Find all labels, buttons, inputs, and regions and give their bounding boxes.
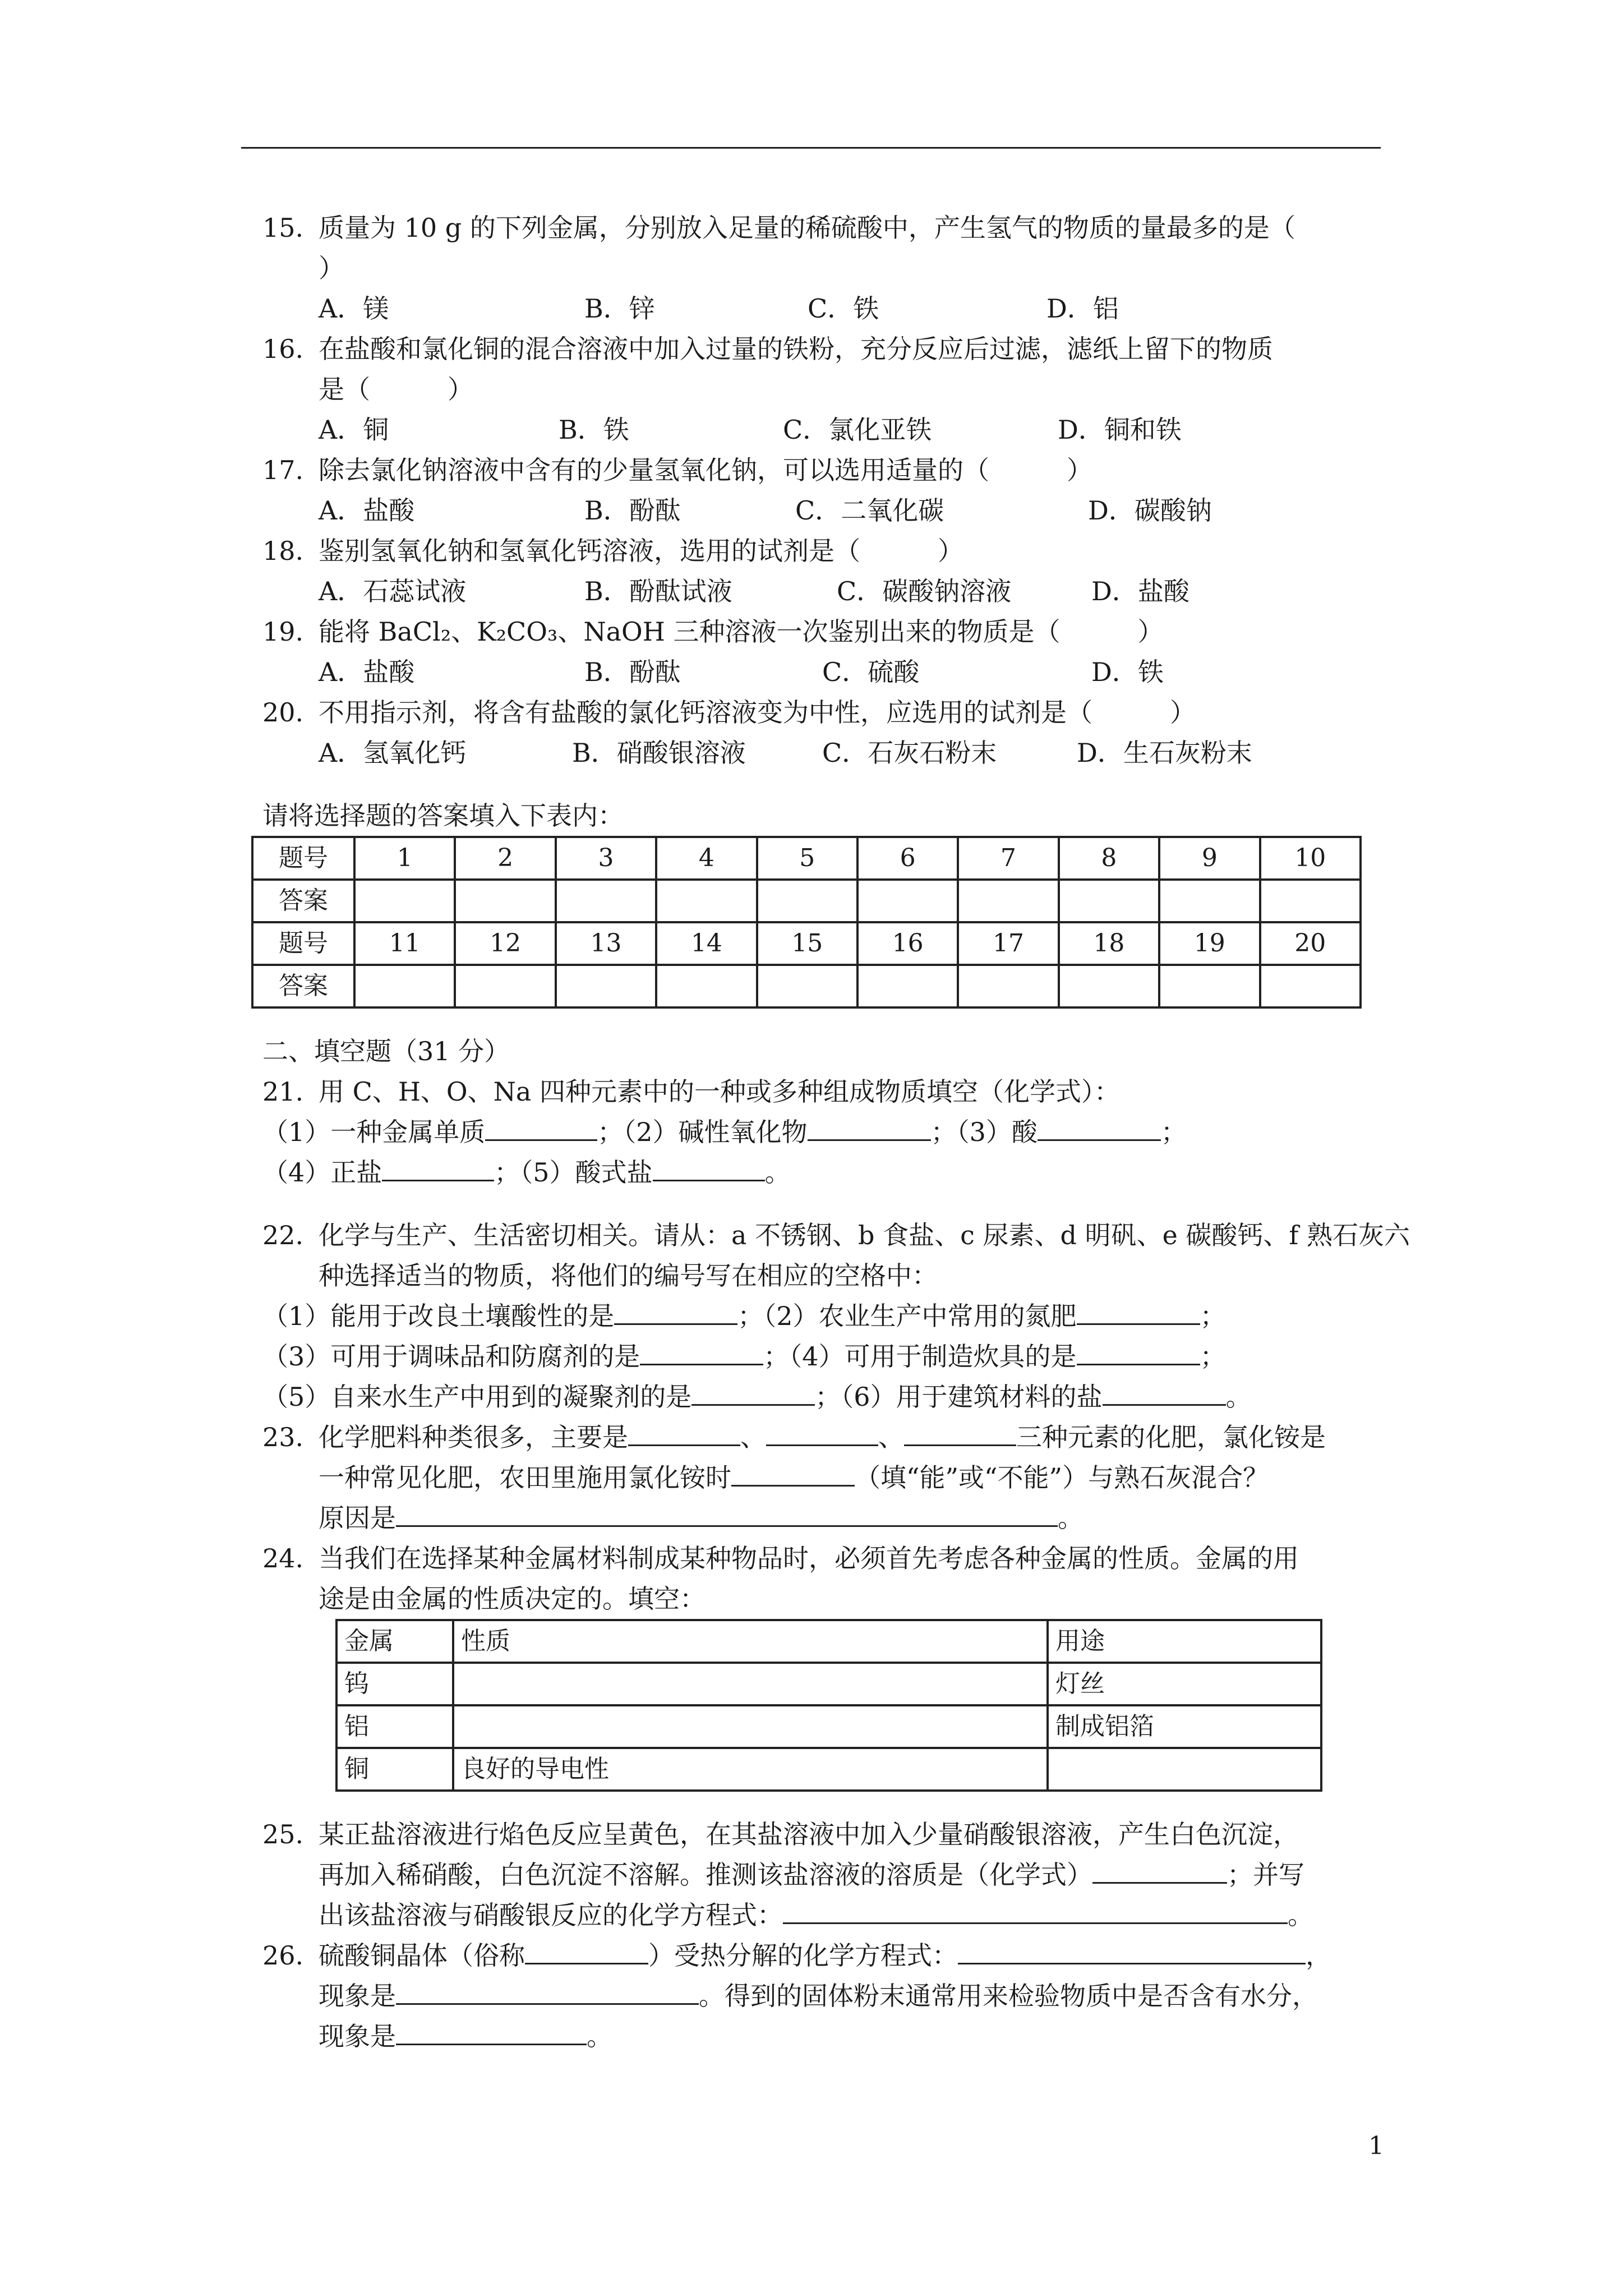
- answer-blank[interactable]: [396, 1976, 699, 2005]
- column-header: 金属: [336, 1620, 453, 1663]
- prompt-text: ；（2）碱性氧化物: [597, 1117, 808, 1147]
- question-number: 23.: [262, 1422, 304, 1452]
- separator: 、: [740, 1422, 766, 1452]
- question-text: 能将 BaCl₂、K₂CO₃、NaOH 三种溶液一次鉴别出来的物质是（ ）: [319, 616, 1164, 647]
- table-row: [336, 1705, 1321, 1748]
- answer-cell[interactable]: [1260, 965, 1361, 1007]
- question-text: 出该盐溶液与硝酸银反应的化学方程式：: [319, 1900, 783, 1930]
- answer-cell[interactable]: [354, 880, 455, 922]
- question-text-cont: 是（ ）: [319, 374, 473, 404]
- question-number: 16.: [262, 334, 304, 364]
- table-cell: 12: [455, 922, 555, 965]
- answer-blank[interactable]: [731, 1458, 855, 1487]
- answer-blank[interactable]: [485, 1112, 597, 1141]
- prompt-text: （1）一种金属单质: [262, 1117, 486, 1147]
- table-row: [252, 880, 1361, 922]
- question-19: [262, 611, 1378, 692]
- use-cell: 灯丝: [1048, 1663, 1321, 1705]
- prompt-text: （4）正盐: [262, 1157, 382, 1188]
- question-text: ，: [1306, 1940, 1331, 1971]
- prompt-text: 。: [1225, 1382, 1252, 1412]
- prompt-text: ；: [1200, 1301, 1226, 1331]
- column-header: 性质: [453, 1620, 1048, 1663]
- question-17: [262, 450, 1378, 531]
- prompt-text: ；（2）农业生产中常用的氮肥: [737, 1301, 1077, 1331]
- question-text: ；并写: [1227, 1860, 1304, 1890]
- prompt-text: （1）能用于改良土壤酸性的是: [262, 1301, 615, 1331]
- answer-cell[interactable]: [1059, 880, 1159, 922]
- prompt-text: ；（5）酸式盐: [494, 1157, 653, 1188]
- page-number: 1: [1368, 2132, 1384, 2160]
- prompt-text: ；（6）用于建筑材料的盐: [815, 1382, 1103, 1412]
- answer-cell[interactable]: [757, 880, 857, 922]
- answer-blank[interactable]: [653, 1153, 765, 1181]
- answer-table: [251, 836, 1362, 1009]
- question-number: 19.: [262, 616, 304, 647]
- option-c: C．石灰石粉末: [822, 738, 997, 768]
- option-b: B．酚酞试液: [584, 576, 732, 606]
- answer-blank[interactable]: [783, 1895, 1288, 1924]
- answer-blank[interactable]: [691, 1377, 815, 1406]
- table-cell: 9: [1159, 837, 1260, 880]
- option-a: A．石蕊试液: [319, 576, 467, 606]
- question-text: 某正盐溶液进行焰色反应呈黄色，在其盐溶液中加入少量硝酸银溶液，产生白色沉淀，: [319, 1819, 1299, 1849]
- answer-blank[interactable]: [382, 1153, 494, 1181]
- answer-cell[interactable]: [455, 965, 555, 1007]
- answer-cell[interactable]: [1159, 965, 1260, 1007]
- option-b: B．锌: [584, 293, 655, 324]
- answer-blank[interactable]: [904, 1418, 1016, 1446]
- use-cell: 制成铝箔: [1048, 1705, 1321, 1748]
- row-label: 题号: [252, 837, 354, 880]
- metal-table: [335, 1619, 1322, 1792]
- question-20: [262, 692, 1378, 773]
- question-number: 24.: [262, 1543, 304, 1573]
- question-text: 除去氯化钠溶液中含有的少量氢氧化钠，可以选用适量的（ ）: [319, 455, 1092, 485]
- table-cell: 2: [455, 837, 555, 880]
- option-d: D．铁: [1091, 657, 1164, 687]
- answer-cell[interactable]: [857, 965, 958, 1007]
- question-text: 三种元素的化肥，氯化铵是: [1016, 1422, 1326, 1452]
- answer-cell[interactable]: [354, 965, 455, 1007]
- question-16: [262, 329, 1378, 450]
- prompt-text: ；（3）酸: [930, 1117, 1038, 1147]
- table-row: [336, 1748, 1321, 1791]
- option-b: B．酚酞: [584, 495, 681, 526]
- prompt-text: 。: [764, 1157, 791, 1188]
- answer-blank[interactable]: [1103, 1377, 1226, 1406]
- answer-cell[interactable]: [958, 965, 1058, 1007]
- option-b: B．铁: [559, 415, 629, 445]
- answer-blank[interactable]: [766, 1418, 878, 1446]
- option-d: D．生石灰粉末: [1077, 738, 1252, 768]
- table-row: [252, 922, 1361, 965]
- answer-blank[interactable]: [640, 1337, 763, 1365]
- question-text: 。: [1058, 1503, 1083, 1533]
- answer-blank[interactable]: [958, 1936, 1306, 1964]
- question-15: [262, 208, 1378, 329]
- table-cell: 17: [958, 922, 1058, 965]
- answer-blank[interactable]: [1092, 1855, 1227, 1884]
- option-c: C．铁: [808, 293, 879, 324]
- answer-cell[interactable]: [1059, 965, 1159, 1007]
- option-a: A．氢氧化钙: [319, 738, 467, 768]
- question-text: 。得到的固体粉末通常用来检验物质中是否含有水分，: [699, 1981, 1318, 2011]
- option-d: D．盐酸: [1091, 576, 1189, 606]
- property-cell[interactable]: [453, 1663, 1048, 1705]
- answer-cell[interactable]: [656, 880, 757, 922]
- option-c: C．氯化亚铁: [783, 415, 932, 445]
- table-cell: 3: [556, 837, 656, 880]
- option-a: A．盐酸: [319, 495, 415, 526]
- table-cell: 14: [656, 922, 757, 965]
- prompt-text: ；: [1160, 1117, 1187, 1147]
- question-text: 用 C、H、O、Na 四种元素中的一种或多种组成物质填空（化学式）：: [319, 1076, 1120, 1107]
- question-text-line: [319, 1417, 1326, 1457]
- prompt-text: ；: [1200, 1341, 1226, 1372]
- question-text: 化学肥料种类很多，主要是: [319, 1422, 628, 1452]
- question-number: 18.: [262, 536, 304, 566]
- row-label: 答案: [252, 880, 354, 922]
- table-cell: 5: [757, 837, 857, 880]
- answer-blank[interactable]: [1077, 1296, 1200, 1325]
- table-cell: 4: [656, 837, 757, 880]
- question-22: [262, 1215, 1410, 1417]
- property-cell: 良好的导电性: [453, 1748, 1048, 1791]
- table-cell: 15: [757, 922, 857, 965]
- question-text-cont: 种选择适当的物质，将他们的编号写在相应的空格中：: [319, 1260, 938, 1291]
- question-text: 化学与生产、生活密切相关。请从：a 不锈钢、b 食盐、c 尿素、d 明矾、e 碳酸钙、f 熟石灰六: [319, 1220, 1410, 1250]
- question-text: 当我们在选择某种金属材料制成某种物品时，必须首先考虑各种金属的性质。金属的用: [319, 1543, 1299, 1573]
- table-cell: 13: [556, 922, 656, 965]
- option-d: D．铝: [1046, 293, 1119, 324]
- question-text: 原因是: [319, 1503, 396, 1533]
- section-title: 二、填空题（31 分）: [262, 1036, 510, 1066]
- question-text-cont: 途是由金属的性质决定的。填空：: [319, 1584, 706, 1614]
- option-a: A．镁: [319, 293, 389, 324]
- option-c: C．硫酸: [822, 657, 920, 687]
- question-number: 15.: [262, 213, 304, 243]
- table-cell: 8: [1059, 837, 1159, 880]
- answer-cell[interactable]: [556, 880, 656, 922]
- answer-blank[interactable]: [525, 1936, 648, 1964]
- option-d: D．碳酸钠: [1088, 495, 1212, 526]
- answer-blank[interactable]: [1077, 1337, 1200, 1365]
- table-cell: 1: [354, 837, 455, 880]
- question-number: 21.: [262, 1076, 304, 1107]
- question-number: 26.: [262, 1940, 304, 1971]
- answer-blank[interactable]: [1038, 1112, 1161, 1141]
- table-row: [252, 965, 1361, 1007]
- option-a: A．铜: [319, 415, 389, 445]
- option-d: D．铜和铁: [1058, 415, 1182, 445]
- table-cell: 19: [1159, 922, 1260, 965]
- question-text-line: [319, 1935, 1331, 1976]
- metal-cell: 铜: [336, 1748, 453, 1791]
- table-cell: 11: [354, 922, 455, 965]
- question-number: 20.: [262, 697, 304, 728]
- table-row: [336, 1663, 1321, 1705]
- question-number: 17.: [262, 455, 304, 485]
- question-25: [262, 1814, 1378, 1935]
- header-rule: [241, 147, 1381, 149]
- question-text: 现象是: [319, 1981, 396, 2011]
- metal-cell: 铝: [336, 1705, 453, 1748]
- question-21: [262, 1071, 1378, 1193]
- table-cell: 7: [958, 837, 1058, 880]
- prompt-text: （3）可用于调味品和防腐剂的是: [262, 1341, 640, 1372]
- answer-blank[interactable]: [396, 2017, 587, 2045]
- table-cell: 6: [857, 837, 958, 880]
- table-cell: 10: [1260, 837, 1361, 880]
- question-text: 。: [1288, 1900, 1313, 1930]
- question-text: 在盐酸和氯化铜的混合溶液中加入过量的铁粉，充分反应后过滤，滤纸上留下的物质: [319, 334, 1273, 364]
- question-text-cont: ）: [319, 253, 344, 283]
- option-c: C．碳酸钠溶液: [837, 576, 1012, 606]
- answer-blank[interactable]: [628, 1418, 740, 1446]
- use-cell[interactable]: [1048, 1748, 1321, 1791]
- row-label: 题号: [252, 922, 354, 965]
- property-cell[interactable]: [453, 1705, 1048, 1748]
- question-text: 一种常见化肥，农田里施用氯化铵时: [319, 1462, 731, 1493]
- prompt-text: ；（4）可用于制造炊具的是: [763, 1341, 1077, 1372]
- question-text: 再加入稀硝酸，白色沉淀不溶解。推测该盐溶液的溶质是（化学式）: [319, 1860, 1092, 1890]
- prompt-text: （5）自来水生产中用到的凝聚剂的是: [262, 1382, 692, 1412]
- separator: 、: [878, 1422, 904, 1452]
- answer-blank[interactable]: [396, 1498, 1058, 1527]
- question-23: [262, 1417, 1378, 1538]
- table-cell: 16: [857, 922, 958, 965]
- column-header: 用途: [1048, 1620, 1321, 1663]
- table-cell: 18: [1059, 922, 1159, 965]
- question-24: [262, 1538, 1378, 1792]
- question-text: ）受热分解的化学方程式：: [648, 1940, 958, 1971]
- answer-table-intro: 请将选择题的答案填入下表内：: [262, 800, 624, 831]
- question-18: [262, 531, 1378, 611]
- question-text: 硫酸铜晶体（俗称: [319, 1940, 525, 1971]
- answer-cell[interactable]: [656, 965, 757, 1007]
- question-text: 现象是: [319, 2021, 396, 2051]
- table-header-row: [336, 1620, 1321, 1663]
- option-b: B．硝酸银溶液: [572, 738, 746, 768]
- metal-cell: 钨: [336, 1663, 453, 1705]
- option-a: A．盐酸: [319, 657, 415, 687]
- row-label: 答案: [252, 965, 354, 1007]
- question-text: 质量为 10 g 的下列金属，分别放入足量的稀硫酸中，产生氢气的物质的量最多的是（: [319, 213, 1295, 243]
- option-b: B．酚酞: [584, 657, 681, 687]
- answer-cell[interactable]: [757, 965, 857, 1007]
- worksheet-content: [262, 208, 1410, 2056]
- question-number: 25.: [262, 1819, 304, 1849]
- question-text: 不用指示剂，将含有盐酸的氯化钙溶液变为中性，应选用的试剂是（ ）: [319, 697, 1196, 728]
- option-c: C．二氧化碳: [795, 495, 944, 526]
- answer-cell[interactable]: [455, 880, 555, 922]
- answer-cell[interactable]: [958, 880, 1058, 922]
- question-number: 22.: [262, 1220, 304, 1250]
- question-26: [262, 1935, 1378, 2056]
- answer-cell[interactable]: [1159, 880, 1260, 922]
- table-cell: 20: [1260, 922, 1361, 965]
- answer-cell[interactable]: [857, 880, 958, 922]
- question-text: 。: [587, 2021, 612, 2051]
- answer-blank[interactable]: [614, 1296, 737, 1325]
- answer-blank[interactable]: [808, 1112, 931, 1141]
- table-row: [252, 837, 1361, 880]
- question-text: 鉴别氢氧化钠和氢氧化钙溶液，选用的试剂是（ ）: [319, 536, 963, 566]
- question-text: （填“能”或“不能”）与熟石灰混合？: [855, 1462, 1269, 1493]
- answer-cell[interactable]: [1260, 880, 1361, 922]
- answer-cell[interactable]: [556, 965, 656, 1007]
